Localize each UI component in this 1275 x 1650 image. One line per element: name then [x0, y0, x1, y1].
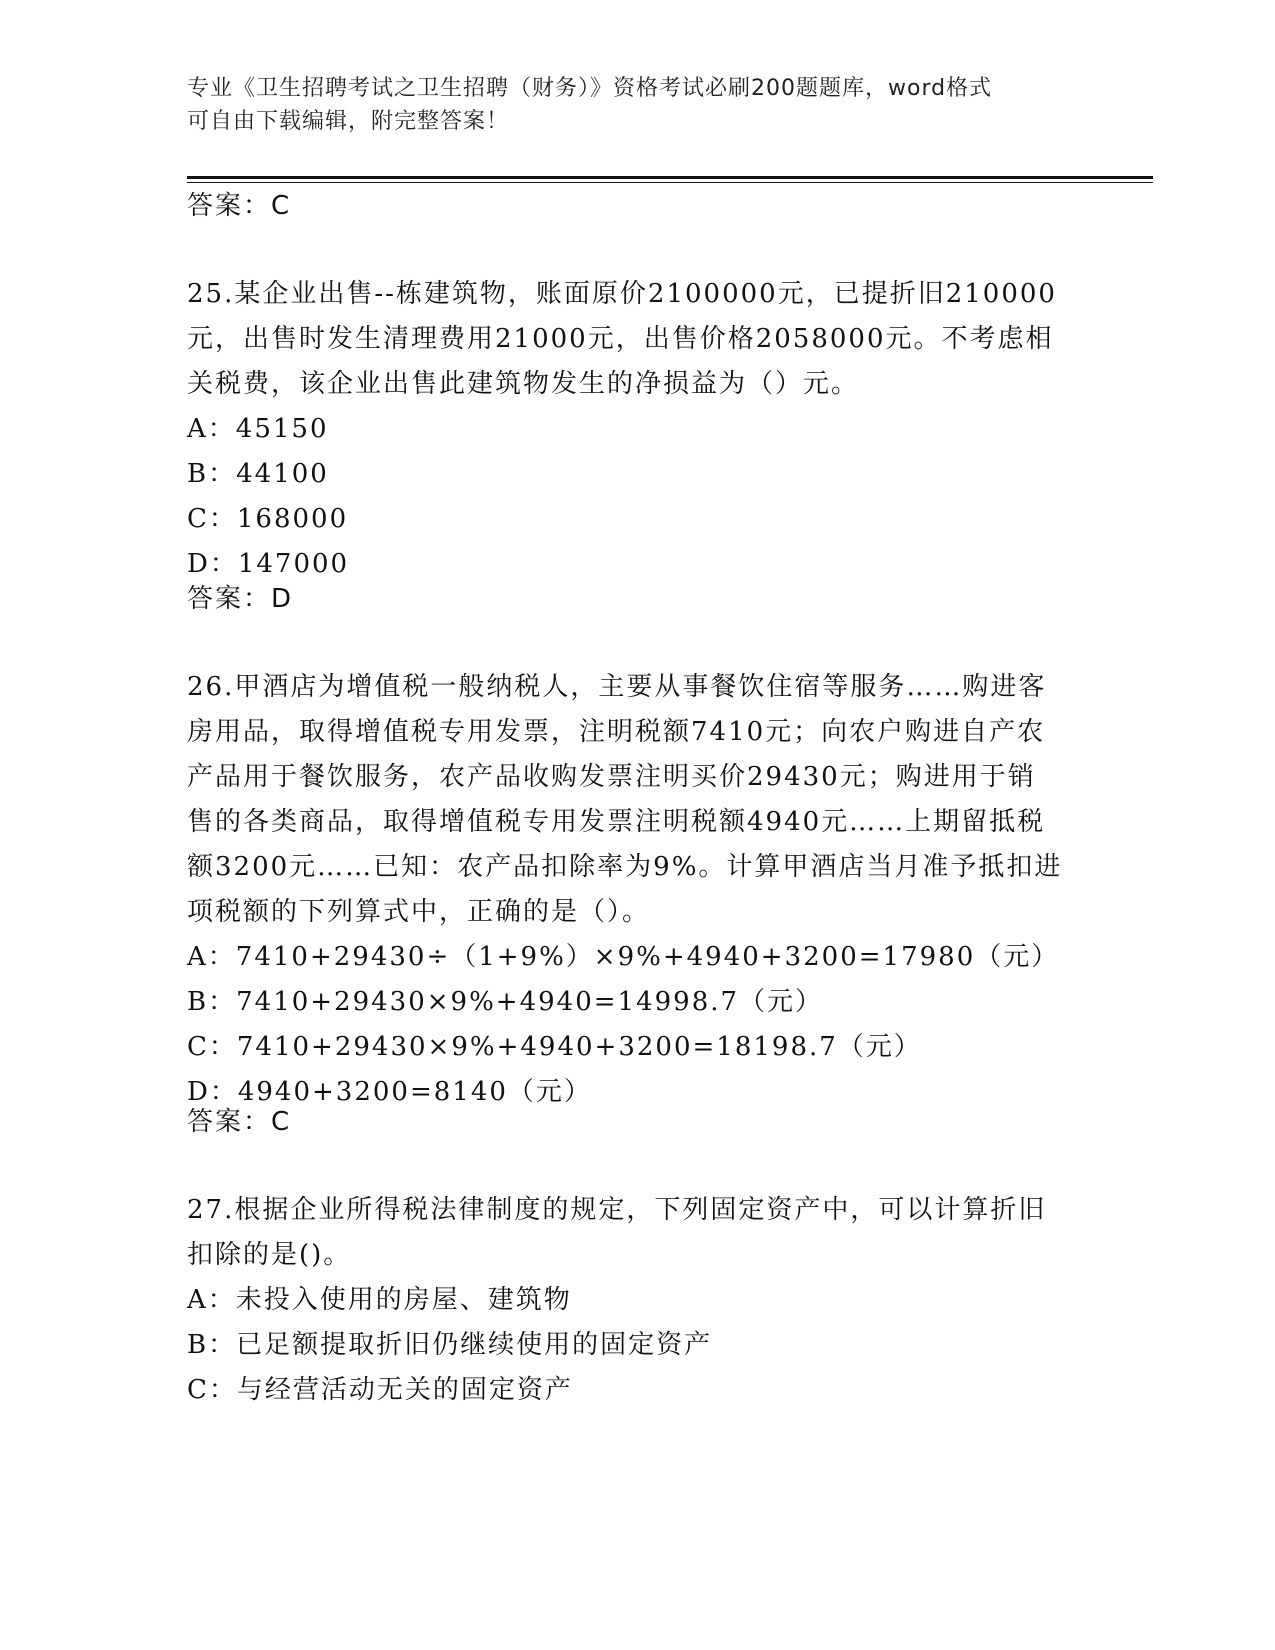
header-rule-thick [187, 176, 1153, 179]
header-line-1: 专业《卫生招聘考试之卫生招聘（财务）》资格考试必刷200题题库，word格式 [187, 76, 993, 101]
question-26-stem-line-1: 26.甲酒店为增值税一般纳税人，主要从事餐饮住宿等服务……购进客 [187, 672, 1047, 702]
question-27-option-c: C：与经营活动无关的固定资产 [187, 1375, 573, 1405]
question-26-stem-line-3: 产品用于餐饮服务，农产品收购发票注明买价29430元；购进用于销 [187, 762, 1036, 792]
question-27-stem-line-2: 扣除的是()。 [187, 1240, 352, 1270]
question-26-stem-line-4: 售的各类商品，取得增值税专用发票注明税额4940元……上期留抵税 [187, 807, 1046, 837]
question-25-option-d: D：147000 [187, 549, 350, 579]
question-26 [187, 665, 1087, 1115]
previous-answer: 答案：C [187, 191, 292, 221]
question-25-option-a: A：45150 [187, 414, 329, 444]
question-26-answer: 答案：C [187, 1107, 292, 1137]
question-26-option-c: C：7410+29430×9%+4940+3200=18198.7（元） [187, 1032, 922, 1062]
question-25-stem-line-2: 元，出售时发生清理费用21000元，出售价格2058000元。不考虑相 [187, 324, 1054, 354]
question-25-stem-line-1: 25.某企业出售--栋建筑物，账面原价2100000元，已提折旧210000 [187, 279, 1057, 309]
header-rule-thin [187, 182, 1153, 183]
question-25-option-c: C：168000 [187, 504, 349, 534]
question-25-stem-line-3: 关税费，该企业出售此建筑物发生的净损益为（）元。 [187, 369, 860, 399]
question-27 [187, 1188, 1087, 1413]
question-26-stem-line-2: 房用品，取得增值税专用发票，注明税额7410元；向农户购进自产农 [187, 717, 1046, 747]
question-25-option-b: B：44100 [187, 459, 329, 489]
question-26-stem-line-6: 项税额的下列算式中，正确的是（）。 [187, 897, 651, 927]
question-26-stem-line-5: 额3200元……已知：农产品扣除率为9%。计算甲酒店当月准予抵扣进 [187, 852, 1063, 882]
question-25-answer: 答案：D [187, 584, 294, 614]
question-25 [187, 272, 1087, 587]
question-27-stem-line-1: 27.根据企业所得税法律制度的规定，下列固定资产中，可以计算折旧 [187, 1195, 1047, 1225]
question-26-option-d: D：4940+3200=8140（元） [187, 1077, 592, 1107]
header-line-2: 可自由下载编辑，附完整答案！ [187, 109, 510, 134]
page-header [187, 72, 1077, 138]
question-26-option-b: B：7410+29430×9%+4940=14998.7（元） [187, 987, 824, 1017]
question-26-option-a: A：7410+29430÷（1+9%）×9%+4940+3200=17980（元） [187, 942, 1060, 972]
question-27-option-a: A：未投入使用的房屋、建筑物 [187, 1285, 572, 1315]
question-27-option-b: B：已足额提取折旧仍继续使用的固定资产 [187, 1330, 713, 1360]
